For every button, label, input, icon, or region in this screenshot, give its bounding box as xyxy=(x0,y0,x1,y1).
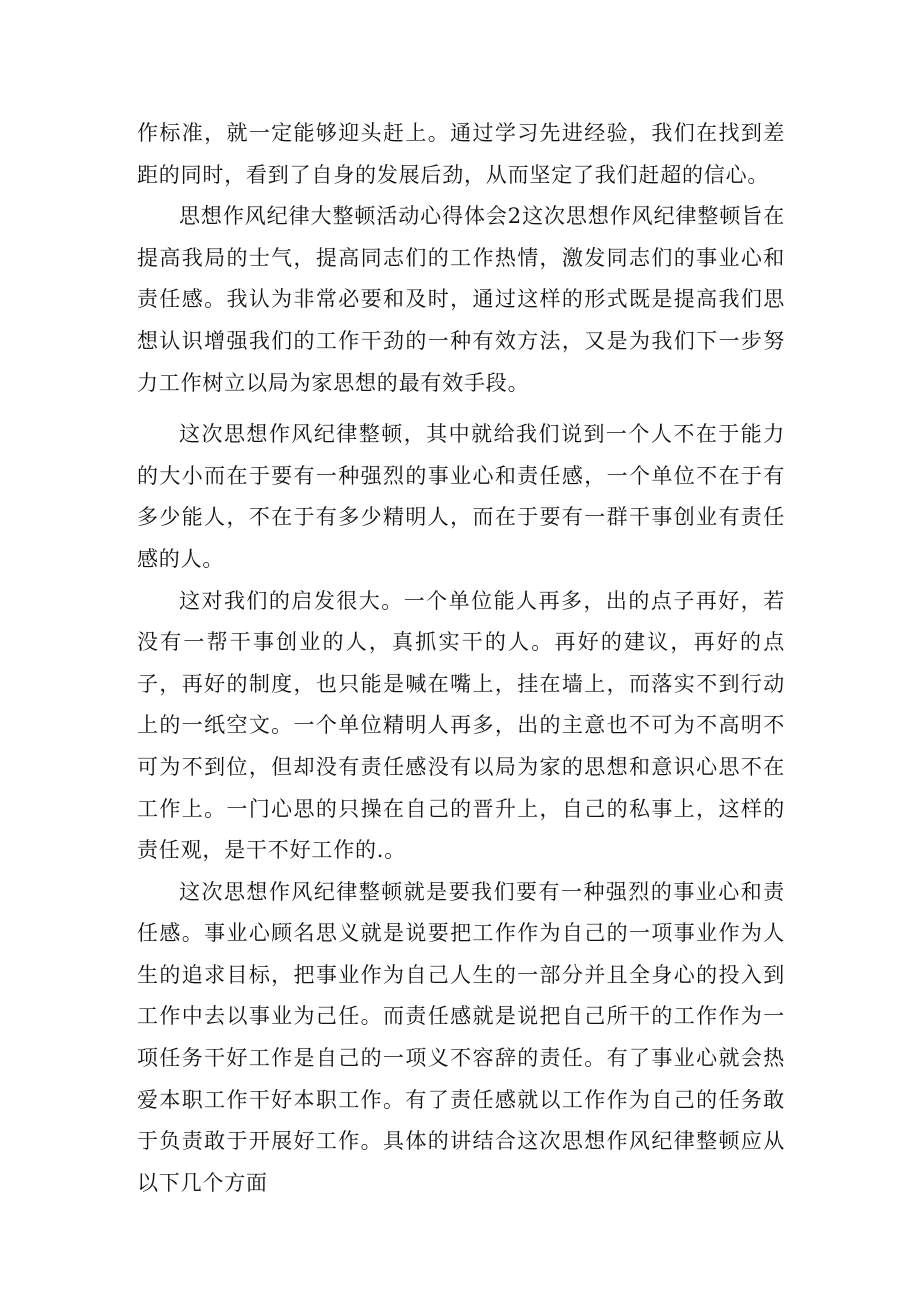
paragraph-4: 这对我们的启发很大。一个单位能人再多，出的点子再好，若没有一帮干事创业的人，真抓实干的人。再好的建议，再好的点子，再好的制度，也只能是喊在嘴上，挂在墙上，而落实不到行动上的一纸空文。一个单位精明人再多，出的主意也不可为不高明不可为不到位，但却没有责任感没有以局为家的思想和意识心思不在工作上。一门心思的只操在自己的晋升上，自己的私事上，这样的责任观，是干不好工作的.。 xyxy=(137,588,785,863)
paragraph-5: 这次思想作风纪律整顿就是要我们要有一种强烈的事业心和责任感。事业心顾名思义就是说要把工作作为自己的一项事业作为人生的追求目标，把事业作为自己人生的一部分并且全身心的投入到工作中去以事业为己任。而责任感就是说把自己所干的工作作为一项任务干好工作是自己的一项义不容辞的责任。有了事业心就会热爱本职工作干好本职工作。有了责任感就以工作作为自己的任务敢于负责敢于开展好工作。具体的讲结合这次思想作风纪律整顿应从以下几个方面 xyxy=(137,879,785,1195)
paragraph-2: 思想作风纪律大整顿活动心得体会2这次思想作风纪律整顿旨在提高我局的士气，提高同志们的工作热情，激发同志们的事业心和责任感。我认为非常必要和及时，通过这样的形式既是提高我们思想认识增强我们的工作干劲的一种有效方法，又是为我们下一步努力工作树立以局为家思想的最有效手段。 xyxy=(137,204,785,395)
paragraph-1: 作标准，就一定能够迎头赶上。通过学习先进经验，我们在找到差距的同时，看到了自身的发展后劲，从而坚定了我们赶超的信心。 xyxy=(137,121,785,187)
document-body xyxy=(137,113,785,1204)
paragraph-3: 这次思想作风纪律整顿，其中就给我们说到一个人不在于能力的大小而在于要有一种强烈的事业心和责任感，一个单位不在于有多少能人，不在于有多少精明人，而在于要有一群干事创业有责任感的人。 xyxy=(137,422,785,571)
